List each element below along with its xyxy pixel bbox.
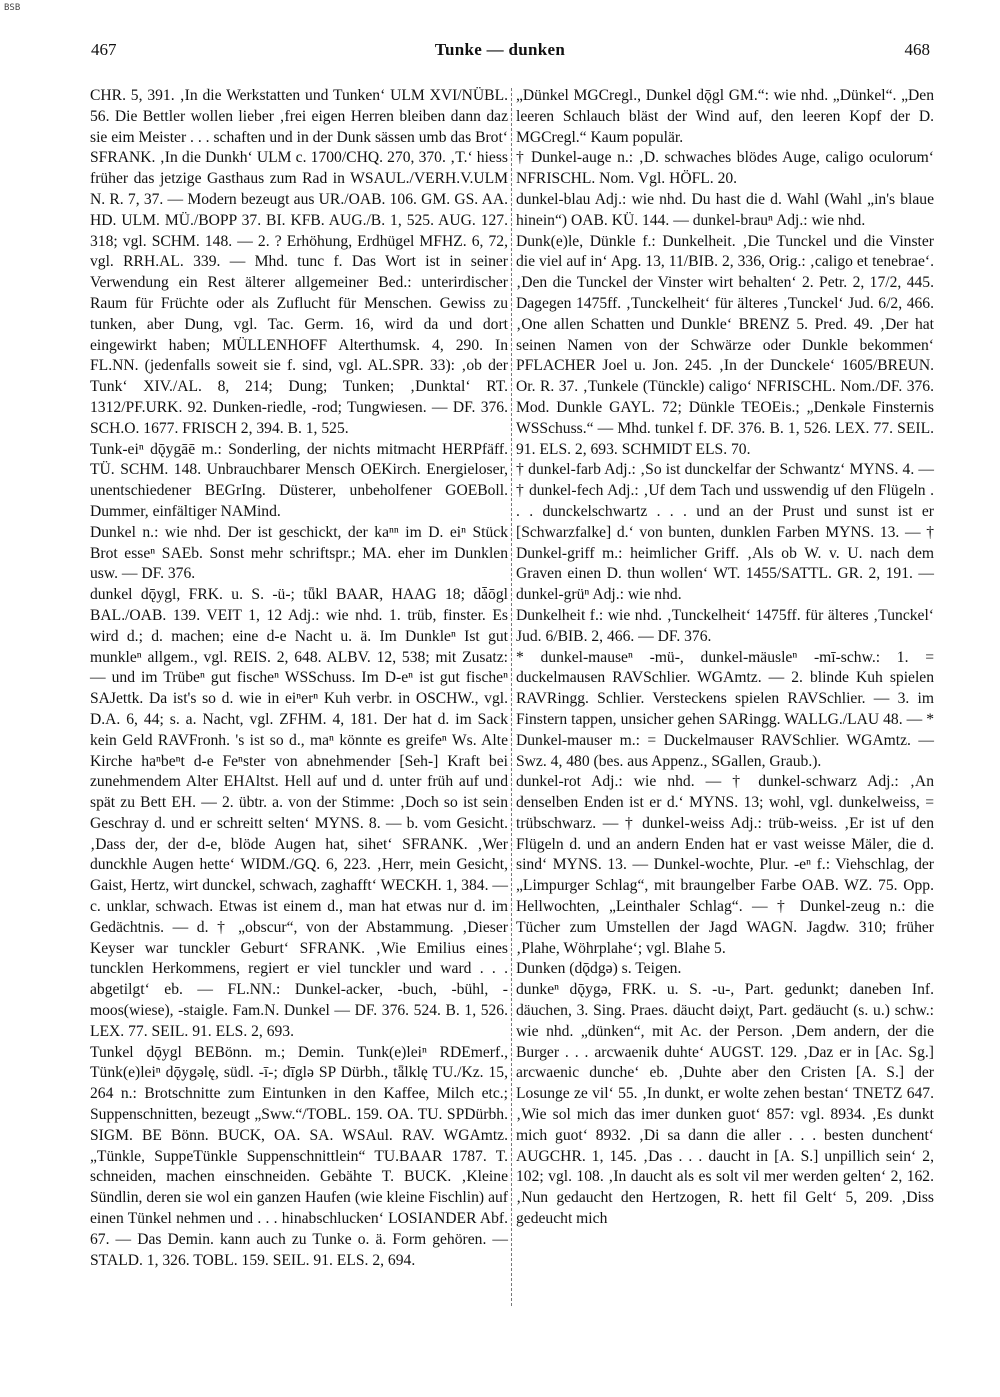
running-head: Tunke — dunken [434, 40, 566, 59]
entry-paragraph: „Dünkel MGCregl., Dunkel dǭgl GM.“: wie nhd. „Dünkel“. „Den leeren Schlauch bläst der Wind auf, den leeren Kopf der D. MGCregl.“ Kaum populär. [516, 87, 934, 146]
entry-paragraph: Tunk-eiⁿ dǭygāē m.: Sonderling, der nichts mitmacht HERPfäff. TÜ. SCHM. 148. Unbrauchbarer Mensch OEKirch. Energieloser, unentschiedener BEGrIng. Düsterer, unbeholfener GOEBoll. Dummer, einfältiger NAMind. [90, 440, 508, 520]
library-stamp: BSB [4, 3, 21, 13]
entry-paragraph: Tunkel dǭygl BEBönn. m.; Demin. Tunk(e)leiⁿ RDEmerf., Tünk(e)leiⁿ dǭygəlę, südl. -ī-; dīglə SP Dürbh., tǟlklę TU./Kz. 15, 264 n.: Brotschnitte zum Eintunken in den Kaffee, Milch etc.; Suppenschnitten, bezeugt „Sww.“/TOBL. 159. OA. TU. SPDürbh. SIGM. BE Bönn. BUCK, OA. SA. WSAul. RAV. WGAmtz. „Tünkle, SuppeTünkle Suppenschnittlein“ TU.BAAR 1787. T. schneiden, machen einschneiden. Gebähte T. BUCK. ‚Kleine Sündlin, deren sie wol ein ganzen Haufen (wie kleine Fischlin) auf einen Tünkel nehmen und . . . hinabschlucken‘ LOSIANDER Abf. 67. — Das Demin. kann auch zu Tunke o. ä. Form gehören. — STALD. 1, 326. TOBL. 159. SEIL. 91. ELS. 2, 694. [90, 1043, 508, 1269]
entry-paragraph: CHR. 5, 391. ‚In die Werkstatten und Tunken‘ ULM XVI/NÜBL. 56. Die Bettler wollen lieber ‚frei eigen Herren bleiben dann daz sie eim Meister . . . schaften und in der Dunk sässen umb das Brot‘ SFRANK. ‚In die Dunkh‘ ULM c. 1700/CHQ. 270, 370. ‚T.‘ hiess früher das jetzige Gasthaus zum Rad in WSAUL./VERH.V.ULM N. R. 7, 37. — Modern bezeugt aus UR./OAB. 106. GM. GS. AA. HD. ULM. MÜ./BOPP 37. BI. KFB. AUG./B. 1, 525. AUG. 127. 318; vgl. SCHM. 148. — 2. ? Erhöhung, Erdhügel MFHZ. 6, 72, vgl. RRH.AL. 339. — Mhd. tunc f. Das Wort ist in seiner Verwendung ein Rest älterer allgemeiner Bed.: unterirdischer Raum für Früchte oder als Zuflucht für Menschen. Gewiss zu tunken, aber Dung, vgl. Tac. Germ. 16, wird da und dort eingewirkt haben; MÜLLENHOFF Alterthumsk. 4, 290. In FL.NN. (jedenfalls soweit sie f. sind, vgl. AL.SPR. 33): ‚ob der Tunk‘ XIV./AL. 8, 214; Dung; Tunken; ‚Dunktal‘ RT. 1312/PF.URK. 92. Dunken-riedle, -rod; Tungwiesen. — DF. 376. SCH.O. 1677. FRISCH 2, 394. B. 1, 525. [90, 87, 508, 437]
entry-paragraph: † dunkel-farb Adj.: ‚So ist dunckelfar der Schwantz‘ MYNS. 4. — † dunkel-fech Adj.: ‚Uf dem Tach und usswendig uf den Flügeln . . . dunckelschwartz . . . und an der Prust und sunst ist er [Schwarzfalke] d.‘ von bunten, dunklen Farben MYNS. 13. — † Dunkel-griff m.: heimlicher Griff. ‚Als ob W. v. U. nach dem Graven einen D. thun wollen‘ WT. 1455/SATTL. GR. 2, 191. — dunkel-grüⁿ Adj.: wie nhd. [516, 461, 934, 604]
entry-paragraph: * dunkel-mauseⁿ -mü-, dunkel-mäusleⁿ -mī-schw.: 1. = duckelmausen RAVSchlier. WGAmtz. — 2. blinde Kuh spielen RAVRingg. Schlier. Versteckens spielen RAVSchlier. — 3. im Finstern tappen, unsicher gehen SARingg. WALLG./LAU 48. — * Dunkel-mauser m.: = Duckelmauser RAVSchlier. WGAmtz. — Swz. 4, 480 (bes. aus Appenz., SGallen, Graub.). [516, 648, 934, 770]
entry-paragraph: Dunk(e)le, Dünkle f.: Dunkelheit. ‚Die Tunckel und die Vinster die viel auf in‘ Apg. 13, 11/BIB. 2, 336, Orig.: ‚caligo et tenebrae‘. ‚Den die Tunckel der Vinster wirt behalten‘ 2. Petr. 2, 17/2, 445. Dagegen 1475ff. ‚Tunckelheit‘ für älteres ‚Tunckel‘ Jud. 6/2, 466. ‚One allen Schatten und Dunkle‘ BRENZ 5. Pred. 49. ‚Der hat seinen Namen von der Schwärze oder Dunkle bekommen‘ PFLACHER Joel u. Jon. 245. ‚In der Dunckele‘ 1605/BREUN. Or. R. 37. ‚Tunkele (Tünckle) caligo‘ NFRISCHL. Nom./DF. 376. Mod. Dunkle GAYL. 72; Dünkle TEOEis.; „Denkəle Finsternis WSSchuss.“ — Mhd. tunkel f. DF. 376. B. 1, 526. LEX. 77. SEIL. 91. ELS. 2, 693. SCHMIDT ELS. 70. [516, 232, 934, 458]
left-column [90, 86, 508, 1271]
entry-paragraph: Dunkelheit f.: wie nhd. ‚Tunckelheit‘ 1475ff. für älteres ‚Tunckel‘ Jud. 6/BIB. 2, 466. — DF. 376. [516, 606, 934, 645]
entry-paragraph: dunkel-blau Adj.: wie nhd. Du hast die d. Wahl (Wahl „in's blaue hinein“) OAB. KÜ. 144. — dunkel-brauⁿ Adj.: wie nhd. [516, 190, 934, 229]
entry-paragraph: dunkel-rot Adj.: wie nhd. — † dunkel-schwarz Adj.: ‚An denselben Enden ist er d.‘ MYNS. 13; wohl, vgl. dunkelweiss, = trübschwarz. — † dunkel-weiss Adj.: trüb-weiss. ‚Er ist uf den Flügeln d. und an andern Enden hat er vast weisse Mäler, die d. sind‘ MYNS. 13. — Dunkel-wochte, Plur. -eⁿ f.: Viehschlag, der „Limpurger Schlag“, mit braungelber Farbe OAB. WZ. 75. Opp. Hellwochten, „Leinthaler Schlag“. — † Dunkel-zeug n.: die Tücher zum Umstellen der Jagd WAGN. Jagdw. 310; früher ‚Plahe, Wöhrplahe‘; vgl. Blahe 5. [516, 773, 934, 957]
entry-paragraph: Dunkel n.: wie nhd. Der ist geschickt, der kaⁿⁿ im D. eiⁿ Stück Brot esseⁿ SAEb. Sonst mehr schriftspr.; MA. eher im Dunklen usw. — DF. 376. [90, 523, 508, 583]
right-page-number: 468 [904, 40, 930, 59]
entry-paragraph: † Dunkel-auge n.: ‚D. schwaches blödes Auge, caligo oculorum‘ NFRISCHL. Nom. Vgl. HÖFL. 20. [516, 149, 934, 188]
entry-paragraph: dunkeⁿ dǭygə, FRK. u. S. -u-, Part. gedunkt; daneben Inf. däuchen, 3. Sing. Praes. däucht dəiχt, Part. gedäucht (s. u.) schw.: wie nhd. „dünken“, mit Ac. der Person. ‚Dem andern, der die Burger . . . arcwaenik duhte‘ AUGST. 129. ‚Daz er in [Ac. Sg.] arcwaenic dunche‘ eb. ‚Duhte aber den Cristen [A. S.] der Losunge ze vil‘ 55. ‚In dunkt, er wolte zehen bestan‘ TNETZ 647. ‚Wie sol mich das imer dunken guot‘ 857: vgl. 8934. ‚Es dunkt mich guot‘ 8932. ‚Di sa dann die aller . . . besten dunchent‘ AUGCHR. 1, 145. ‚Das . . . daucht in [A. S.] unpillich sein‘ 2, 102; vgl. 108. ‚In daucht als es solt vil mer werden gelten‘ 2, 162. ‚Nun gedaucht den Hertzogen, R. hett fil Gelt‘ 5, 209. ‚Diss gedeucht mich [516, 981, 934, 1228]
left-page-number: 467 [91, 40, 117, 59]
column-divider [511, 88, 512, 1306]
entry-paragraph: Dunken (dǭdgə) s. Teigen. [516, 960, 682, 978]
right-column [516, 86, 934, 1230]
entry-paragraph: dunkel dǭygl, FRK. u. S. -ü-; tǖkl BAAR, HAAG 18; dǡōgl BAL./OAB. 139. VEIT 1, 12 Adj.: wie nhd. 1. trüb, finster. Es wird d.; d. machen; eine d-e Nacht u. ä. Im Dunkleⁿ Ist gut munkleⁿ allgem., vgl. REIS. 2, 648. ALBV. 12, 538; mit Zusatz: — und im Trübeⁿ gut fischeⁿ WSSchuss. Im D-eⁿ ist gut fischeⁿ SAJettk. Da ist's so d. wie in eiⁿerⁿ Kuh verbr. in OSCHW., vgl. D.A. 6, 44; s. a. Nacht, vgl. ZFHM. 4, 181. Der hat d. im Sack kein Geld RAVFronh. 's ist so d., maⁿ könnte es greifeⁿ Ws. Alte Kirche haⁿbeⁿt d-e Feⁿster von abnehmender [Seh-] Kraft bei zunehmendem Alter EHAltst. Hell auf und d. unter früh auf und spät zu Bett EH. — 2. übtr. a. von der Stimme: ‚Doch so ist sein Geschray d. und er schreitt selten‘ MYNS. 8. — b. vom Gesicht. ‚Dass der, der d-e, blöde Augen hat, sihet‘ SFRANK. ‚Wer dunckhle Augen hette‘ WIDM./GQ. 6, 223. ‚Herr, mein Gesicht, Gaist, Hertz, wirt dunckel, schwach, zaghafft‘ WECKH. 1, 384. — c. unklar, schwach. Etwas ist einem d., man hat etwas nur d. im Gedächtnis. — d. † „obscur“, von der Abstammung. ‚Dieser Keyser war tunckler Geburt‘ SFRANK. ‚Wie Emilius eines tuncklen Herkommens, regiert er viel tunckler und ward . . . abgetilgt‘ eb. — FL.NN.: Dunkel-acker, -buch, -bühl, -moos(wiese), -staigle. Fam.N. Dunkel — DF. 376. 524. B. 1, 526. LEX. 77. SEIL. 91. ELS. 2, 693. [90, 586, 508, 1040]
